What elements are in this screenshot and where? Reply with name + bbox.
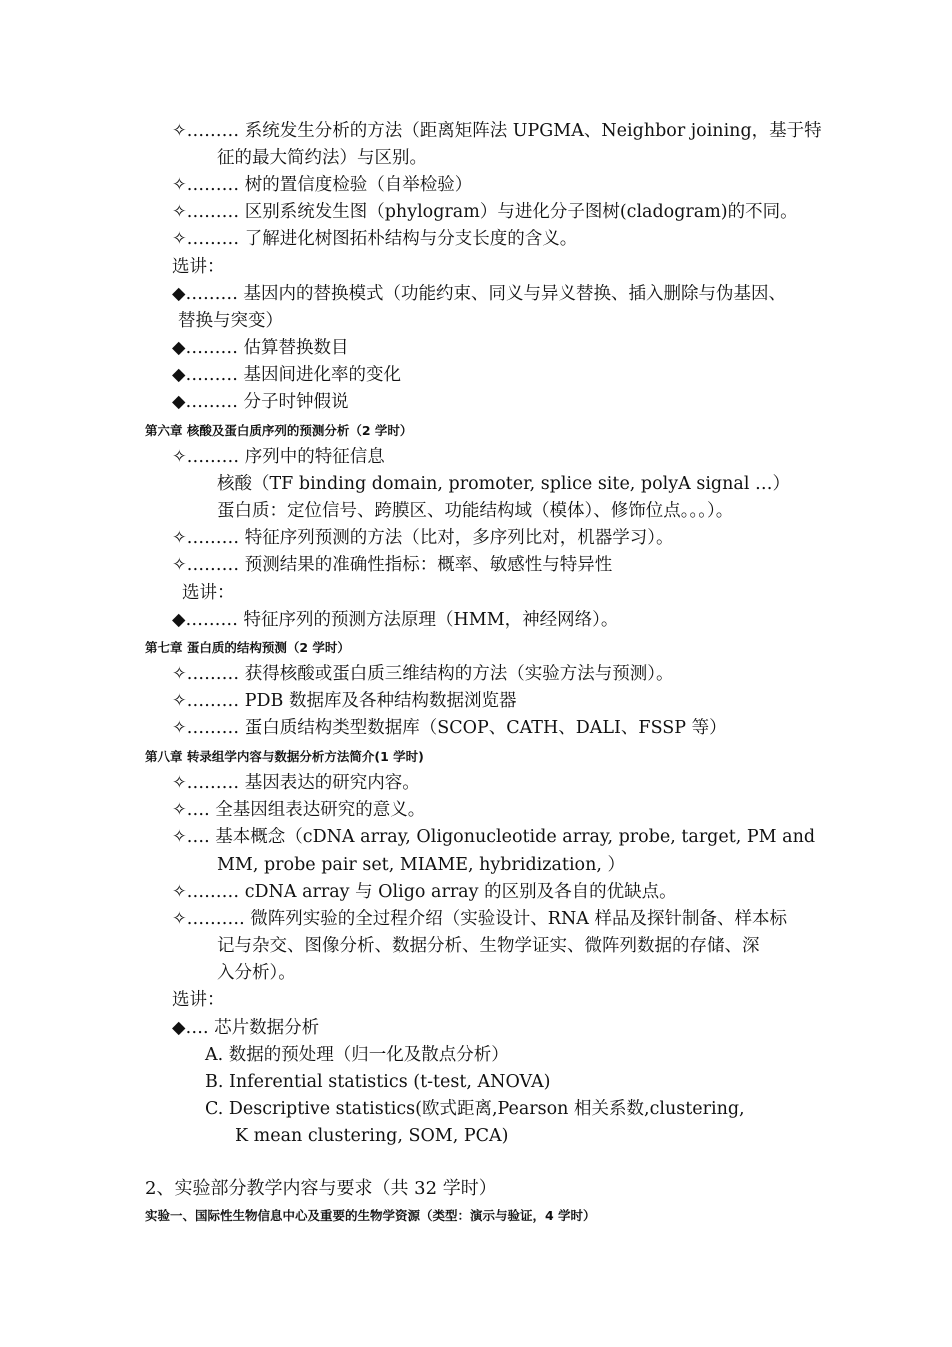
text-line: 记与杂交、图像分析、数据分析、生物学证实、微阵列数据的存储、深 — [217, 936, 760, 956]
text-line: ◆……… 分子时钟假说 — [172, 392, 349, 412]
text-line: A. 数据的预处理（归一化及散点分析） — [205, 1045, 509, 1065]
chapter-heading: 第七章 蛋白质的结构预测（2 学时） — [145, 640, 350, 655]
experiment-heading: 实验一、国际性生物信息中心及重要的生物学资源（类型：演示与验证，4 学时） — [145, 1208, 596, 1223]
text-line: ✧………. 微阵列实验的全过程介绍（实验设计、RNA 样品及探针制备、样本标 — [172, 909, 787, 929]
chapter-heading: 第六章 核酸及蛋白质序列的预测分析（2 学时） — [145, 423, 413, 438]
chapter-heading: 第八章 转录组学内容与数据分析方法简介(1 学时) — [145, 749, 424, 764]
text-line: ◆…. 芯片数据分析 — [172, 1018, 320, 1038]
text-line: 选讲： — [172, 257, 225, 277]
text-line: ✧……… 系统发生分析的方法（距离矩阵法 UPGMA、Neighbor joining，基于特 — [172, 121, 822, 141]
text-line: 入分析）。 — [217, 963, 296, 983]
text-line: ✧……… cDNA array 与 Oligo array 的区别及各自的优缺点。 — [172, 882, 677, 902]
text-line: 征的最大简约法）与区别。 — [217, 148, 427, 168]
text-line: 替换与突变） — [178, 311, 283, 331]
text-line: ✧……… 序列中的特征信息 — [172, 447, 385, 467]
text-line: ✧…. 基本概念（cDNA array, Oligonucleotide array, probe, target, PM and — [172, 827, 816, 847]
text-line: ✧……… 基因表达的研究内容。 — [172, 773, 420, 793]
text-line: ◆……… 估算替换数目 — [172, 338, 349, 358]
text-line: ✧……… 树的置信度检验（自举检验） — [172, 175, 473, 195]
text-line: ✧…. 全基因组表达研究的意义。 — [172, 800, 426, 820]
section-heading: 2、实验部分教学内容与要求（共 32 学时） — [145, 1178, 497, 1199]
text-line: ✧……… 特征序列预测的方法（比对，多序列比对，机器学习）。 — [172, 528, 674, 548]
text-line: ✧……… PDB 数据库及各种结构数据浏览器 — [172, 691, 517, 711]
text-line: 蛋白质：定位信号、跨膜区、功能结构域（模体）、修饰位点。。。）。 — [217, 501, 734, 521]
text-line: ◆……… 基因内的替换模式（功能约束、同义与异义替换、插入删除与伪基因、 — [172, 284, 787, 304]
text-line: 选讲： — [182, 583, 235, 603]
text-line: ✧……… 获得核酸或蛋白质三维结构的方法（实验方法与预测）。 — [172, 664, 674, 684]
text-line: ✧……… 了解进化树图拓朴结构与分支长度的含义。 — [172, 229, 578, 249]
text-line: ✧……… 蛋白质结构类型数据库（SCOP、CATH、DALI、FSSP 等） — [172, 718, 727, 738]
text-line: C. Descriptive statistics(欧式距离,Pearson 相关系数,clustering, — [205, 1099, 745, 1119]
text-line: 核酸（TF binding domain, promoter, splice site, polyA signal …） — [217, 474, 790, 494]
text-line: B. Inferential statistics (t-test, ANOVA) — [205, 1072, 551, 1092]
text-line: MM, probe pair set, MIAME, hybridization, ） — [217, 855, 625, 875]
text-line: 选讲： — [172, 990, 225, 1010]
text-line: ◆……… 基因间进化率的变化 — [172, 365, 402, 385]
text-line: ✧……… 预测结果的准确性指标：概率、敏感性与特异性 — [172, 555, 613, 575]
text-line: ✧……… 区别系统发生图（phylogram）与进化分子图树(cladogram)的不同。 — [172, 202, 798, 222]
text-line: ◆……… 特征序列的预测方法原理（HMM，神经网络）。 — [172, 610, 619, 630]
text-line: K mean clustering, SOM, PCA) — [235, 1126, 509, 1146]
